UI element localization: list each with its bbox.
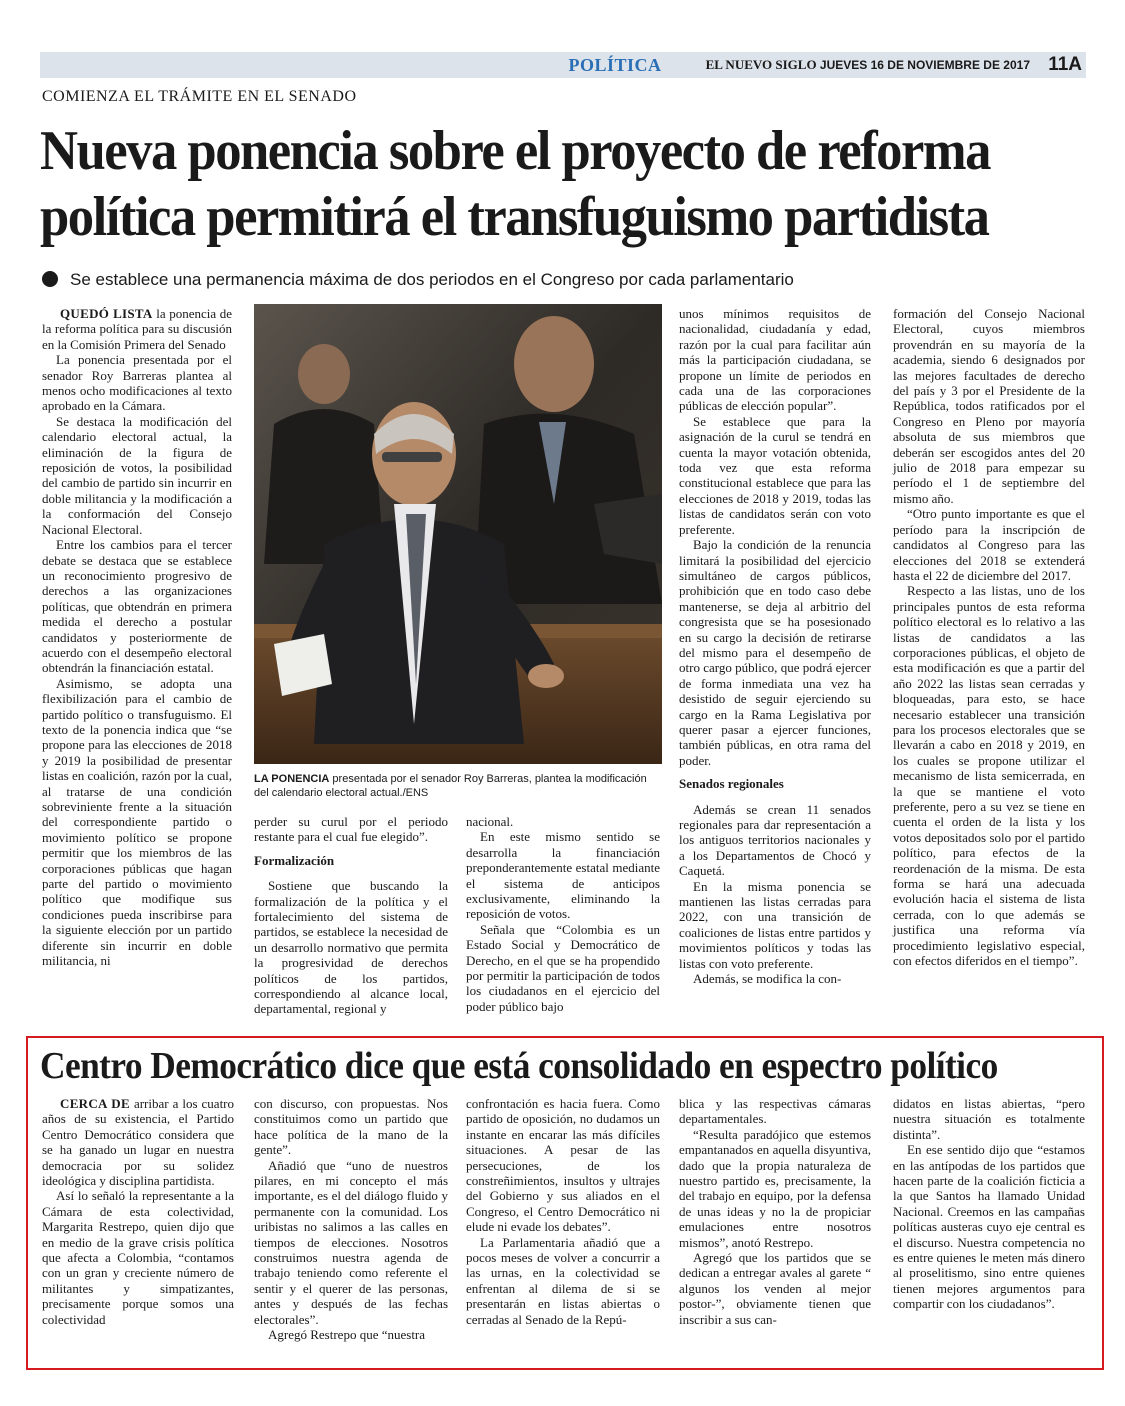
lead-word: QUEDÓ LISTA (60, 306, 153, 321)
boxed-column-3 (466, 1096, 660, 1327)
article-paragraph: Además, se modifica la con- (693, 971, 842, 987)
article-paragraph: Asimismo, se adopta una flexibilización para el cambio de partido político o transfuguismo. El texto de la ponencia indica que “se propone para las elecciones de 2018 y 2019 la posibilidad de presentar listas en coalición, razón por la cual, al tratarse de una condición sobreviniente frente a la situación del correspondiente partido o movimiento político se propone permitir que los miembros de las corporaciones públicas que hagan parte del partido o movimiento político que modifique sus condiciones pueda inscribirse para la siguiente elección por un partido diferente sin incurrir en doble militancia, ni (42, 675, 232, 969)
article-paragraph: CERCA DE arribar a los cuatro años de su existencia, el Partido Centro Democrático considera que se ha ganado un lugar en nuestra democracia por su solidez ideológica y disciplina partidista. (42, 1096, 235, 1189)
article-paragraph: Además se crean 11 senados regionales para dar representación a los antiguos territorios nacionales y a los Departamentos de Chocó y Caquetá. (679, 801, 871, 879)
article-column-3 (466, 814, 660, 1014)
article-paragraph: Respecto a las listas, uno de los principales puntos de esta reforma político electoral es lo relativo a las listas de candidatos a las corporaciones públicas, el objeto de esta modificación es que a partir del año 2022 las listas sean cerradas y bloqueadas, para esto, se hace necesario establecer una transición para los procesos electorales que se llevarán a cabo en 2018 y 2019, en los cuales se propone utilizar el mecanismo de lista semicerrada, en la que se mantiene el voto preferente, pero a su vez se tiene en cuenta el orden de la lista y los votos depositados solo por el partido político, para efectos de la reordenación de la misma. De esta forma se hará una adecuada evolución hacia el sistema de lista cerrada, con lo que además se justifica una reforma vía procedimiento legislativo especial, con efectos diferidos en el tiempo”. (893, 583, 1085, 969)
article-paragraph: con discurso, con propuestas. Nos constituimos como un partido que hace política de la mano de la gente”. (254, 1096, 448, 1158)
article-paragraph: nacional. (466, 814, 514, 829)
headline-line: política permitirá el transfuguismo partidista (40, 186, 989, 248)
article-paragraph: Señala que “Colombia es un Estado Social y Democrático de Derecho, en el que se ha propendido por permitir la participación de todos los ciudadanos en el ejercicio del poder público bajo (466, 921, 660, 1014)
article-column-2 (254, 814, 448, 1017)
article-paragraph: Así lo señaló la representante a la Cámara de esta colectividad, Margarita Restrepo, quien dijo que en medio de la grave crisis política que afecta a Colombia, “contamos con un gran y creciente número de militantes y simpatizantes, precisamente porque somos una colectividad (42, 1188, 234, 1327)
section-label: POLÍTICA (568, 55, 662, 75)
article-paragraph: Agregó Restrepo que “nuestra (268, 1327, 426, 1343)
article-paragraph: perder su curul por el periodo restante para el cual fue elegido”. (254, 814, 448, 845)
article-paragraph: blica y las respectivas cámaras departamentales. (679, 1096, 871, 1127)
caption-text: presentada por el senador Roy Barreras, plantea la modificación del calendario electoral actual./ENS (254, 773, 647, 799)
article-paragraph: La ponencia presentada por el senador Roy Barreras plantea al menos ocho modificaciones al texto aprobado en la Cámara. (42, 352, 232, 414)
article-paragraph: didatos en listas abiertas, “pero nuestra situación es totalmente distinta”. (893, 1096, 1085, 1142)
headline-line: Nueva ponencia sobre el proyecto de reforma (40, 120, 990, 182)
article-kicker: COMIENZA EL TRÁMITE EN EL SENADO (42, 88, 357, 105)
article-paragraph: QUEDÓ LISTA la ponencia de la reforma política para su discusión en la Comisión Primera del Senado (42, 306, 232, 352)
senator-photo-illustration (254, 304, 662, 764)
boxed-column-1 (42, 1096, 234, 1327)
article-paragraph: Bajo la condición de la renuncia limitará la posibilidad del ejercicio simultáneo de cargos públicos, prohibición que en todo caso debe mantenerse, se deja al arbitrio del congresista que se ha posesionado en su cargo la decisión de retirarse del mismo para el desempeño de otro cargo público, que podrá ejercer de forma inmediata una vez ha desistido de seguir ejerciendo su cargo en la Rama Legislativa por querer pasar a ejercer funciones, también públicas, en otra rama del poder. (679, 537, 871, 768)
caption-lead: LA PONENCIA (254, 773, 330, 785)
article-headline (40, 118, 1027, 250)
lead-word: CERCA DE (60, 1096, 130, 1111)
bullet-icon (42, 271, 58, 287)
boxed-column-5 (893, 1096, 1085, 1312)
article-paragraph: “Resulta paradójico que estemos empantanados en aquella disyuntiva, dado que la propia naturaleza de nuestro partido es, precisamente, la del trabajo en equipo, por la defensa de unas ideas y no la de propiciar emulaciones entre nosotros mismos”, anotó Restrepo. (679, 1126, 871, 1250)
section-heading: Formalización (254, 852, 335, 868)
article-column-5 (893, 306, 1085, 968)
article-paragraph: confrontación es hacia fuera. Como partido de oposición, no dudamos un instante en encarar las más difíciles situaciones. A pesar de las persecuciones, de los constreñimientos, insultos y ultrajes del Gobierno y sus aliados en el Congreso, el Centro Democrático ni elude ni evade los debates”. (466, 1096, 660, 1235)
article-paragraph: En la misma ponencia se mantienen las listas cerradas para 2022, con una transición de coaliciones de listas entre partidos y movimientos políticos y todas las listas con voto preferente. (679, 878, 871, 971)
page-number: 11A (1048, 54, 1082, 75)
boxed-column-2 (254, 1096, 448, 1343)
article-paragraph: La Parlamentaria añadió que a pocos meses de volver a concurrir a las urnas, en la colectividad se enfrentan al dilema de si se presentarán en listas abiertas o cerradas al Senado de la Repú- (466, 1234, 660, 1327)
article-paragraph: unos mínimos requisitos de nacionalidad, ciudadanía y edad, razón por la cual para facilitar aún más la participación ciudadana, se propone un límite de periodos en cada una de las corporaciones públicas de elección popular”. (679, 306, 871, 414)
article-column-1 (42, 306, 232, 968)
boxed-article-headline: Centro Democrático dice que está consolidado en espectro político (40, 1045, 998, 1087)
article-paragraph: “Otro punto importante es que el período para la inscripción de candidatos al Congreso para las elecciones del 2018 se extenderá hasta el 22 de diciembre del 2017. (893, 506, 1085, 583)
page-header-bar (40, 52, 1086, 78)
article-paragraph: En este mismo sentido se desarrolla la financiación preponderantemente estatal mediante el sistema de anticipos exclusivamente, eliminando la reposición de votos. (466, 829, 660, 922)
article-paragraph: Sostiene que buscando la formalización de la política y el fortalecimiento del sistema de partidos, se establece la necesidad de un desarrollo normativo que permita la progresividad de derechos políticos de los partidos, correspondiendo al alcance local, departamental, regional y (254, 878, 448, 1017)
boxed-column-4 (679, 1096, 871, 1327)
article-paragraph: formación del Consejo Nacional Electoral, cuyos miembros provendrán en su mayoría de la academia, siendo 6 designados por las mejores facultades de derecho del país y 3 por el Presidente de la República, todos ratificados por el Congreso en Pleno por mayoría absoluta de sus miembros que deberán ser escogidos antes del 20 julio de 2018 para empezar su período el 1 de septiembre del mismo año. (893, 306, 1085, 506)
publication-line (706, 52, 1030, 78)
issue-date: JUEVES 16 DE NOVIEMBRE DE 2017 (819, 58, 1030, 72)
article-subhead (42, 270, 794, 290)
article-paragraph: Agregó que los partidos que se dedican a entregar avales al garete “ algunos los venden al mejor postor-”, obviamente tienen que inscribir a sus can- (679, 1250, 871, 1327)
article-paragraph: Se establece que para la asignación de la curul se tendrá en cuenta la mayor votación obtenida, toda vez que esta reforma constitucional establece que para las elecciones de 2018 y 2019, todas las listas de candidatos serán con voto preferente. (679, 413, 871, 537)
article-paragraph: En ese sentido dijo que “estamos en las antípodas de los partidos que hacen parte de la coalición ficticia a la que Santos ha llamado Unidad Nacional. Creemos en las campañas políticas austeras cuyo eje central es el discurso. Nuestra competencia no es entre quienes le meten más dinero al proselitismo, sino entre quienes tienen mejores argumentos para compartir con los ciudadanos”. (893, 1142, 1085, 1312)
photo-caption (254, 772, 662, 800)
publication-name: EL NUEVO SIGLO (705, 57, 817, 72)
article-photo (254, 304, 662, 764)
subhead-text: Se establece una permanencia máxima de dos periodos en el Congreso por cada parlamentario (70, 270, 794, 289)
article-column-4 (679, 306, 871, 986)
article-paragraph: Entre los cambios para el tercer debate se destaca que se establece un reconocimiento progresivo de derechos a las organizaciones políticas, que obtendrán en primera medida el derecho a postular candidatos y posteriormente de acuerdo con el desempeño electoral obtendrán la financiación estatal. (42, 537, 232, 676)
article-paragraph: Se destaca la modificación del calendario electoral actual, la eliminación de la figura de reposición de votos, la posibilidad del cambio de partido sin incurrir en doble militancia y la modificación a la conformación del Consejo Nacional Electoral. (42, 413, 232, 537)
section-heading: Senados regionales (679, 776, 784, 792)
article-paragraph: Añadió que “uno de nuestros pilares, en mi concepto el más importante, es el del diálogo fluido y permanente con la comunidad. Los uribistas no salimos a las calles en tiempos de elecciones. Nosotros construimos nuestra agenda de trabajo teniendo como referente el sentir y el querer de las personas, antes y después de las fechas electorales”. (254, 1157, 448, 1327)
